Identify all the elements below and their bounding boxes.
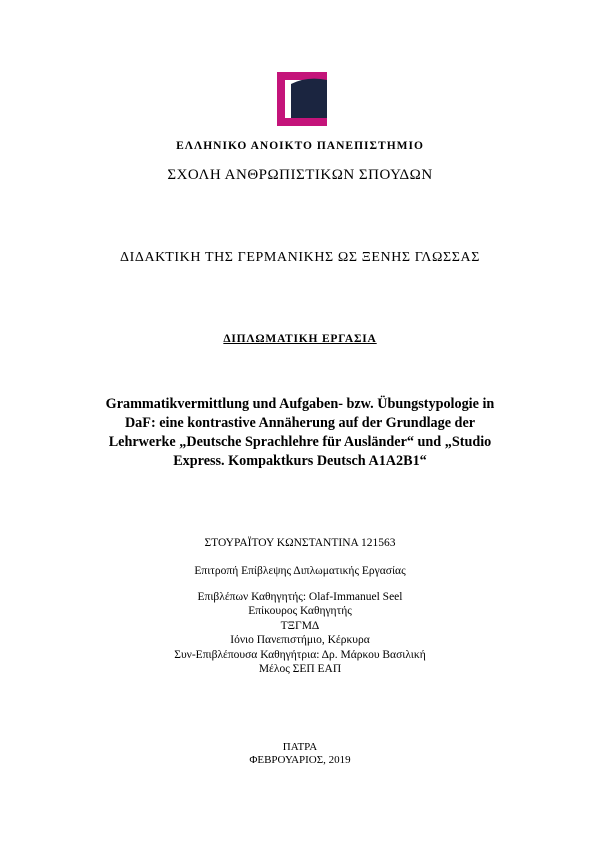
title-line: Grammatikvermittlung und Aufgaben- bzw. Übungstypologie in [105,396,495,412]
logo-navy-page [291,79,327,118]
committee-label: Επιτροπή Επίβλεψης Διπλωματικής Εργασίας [194,565,406,577]
program-name: ΔΙΔΑΚΤΙΚΗ ΤΗΣ ΓΕΡΜΑΝΙΚΗΣ ΩΣ ΞΕΝΗΣ ΓΛΩΣΣΑΣ [119,250,480,265]
university-name: ΕΛΛΗΝΙΚΟ ΑΝΟΙΚΤΟ ΠΑΝΕΠΙΣΤΗΜΙΟ [176,140,424,152]
thesis-title [66,395,534,471]
date: ΦΕΒΡΟΥΑΡΙΟΣ, 2019 [249,754,351,766]
committee-line: Ιόνιο Πανεπιστήμιο, Κέρκυρα [230,634,370,647]
committee-line: Μέλος ΣΕΠ ΕΑΠ [258,663,342,676]
title-line: Lehrwerke „Deutsche Sprachlehre für Ausländer“ und „Studio [108,434,492,450]
committee-line: Συν-Επιβλέπουσα Καθηγήτρια: Δρ. Μάρκου Βασιλική [174,648,426,661]
committee-line: ΤΞΓΜΔ [280,619,320,632]
thesis-label: ΔΙΠΛΩΜΑΤΙΚΗ ΕΡΓΑΣΙΑ [223,333,377,345]
author-name: ΣΤΟΥΡΑΪΤΟΥ ΚΩΝΣΤΑΝΤΙΝΑ 121563 [204,537,396,549]
title-line: Express. Kompaktkurs Deutsch A1A2B1“ [173,453,427,469]
committee-block [0,590,600,676]
city: ΠΑΤΡΑ [282,741,318,753]
committee-line: Επίκουρος Καθηγητής [248,605,352,618]
university-logo [277,72,327,126]
school-name: ΣΧΟΛΗ ΑΝΘΡΩΠΙΣΤΙΚΩΝ ΣΠΟΥΔΩΝ [167,167,433,183]
committee-line: Επιβλέπων Καθηγητής: Olaf-Immanuel Seel [197,591,403,603]
title-line: DaF: eine kontrastive Annäherung auf der Grundlage der [124,415,476,431]
